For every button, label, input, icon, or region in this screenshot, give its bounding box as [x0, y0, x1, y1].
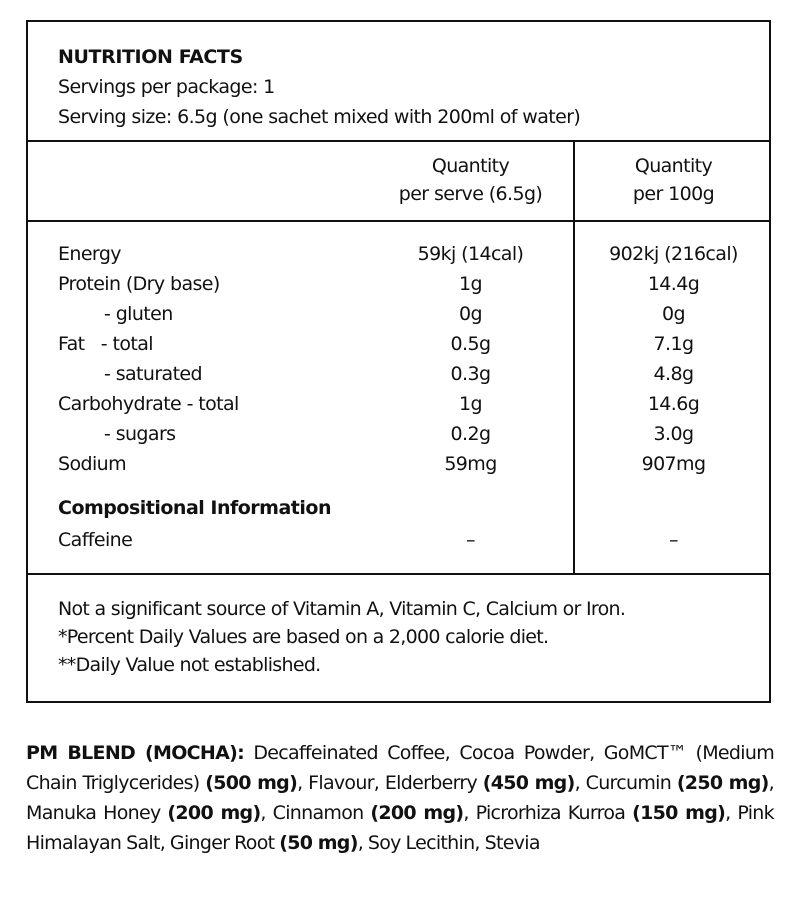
value-per-serve: 0.2g	[450, 423, 491, 445]
value-per-serve: 1g	[459, 273, 482, 295]
ingredients-part: , Curcumin	[574, 772, 677, 794]
nutrient-row-fat-saturated	[28, 359, 769, 389]
value-per-serve: 59mg	[444, 453, 497, 475]
value-per-100g: 3.0g	[653, 423, 694, 445]
nutrient-row-protein	[28, 269, 769, 299]
column-head-per-100g	[576, 152, 771, 208]
value-per-serve: 0.5g	[450, 333, 491, 355]
compositional-label: Caffeine	[58, 529, 133, 551]
value-per-100g: 902kj (216cal)	[609, 243, 738, 265]
ingredients-part: Decaffeinated Coffee, Cocoa Powder, GoMCT™ (Medium Chain Triglycerides)	[26, 742, 774, 794]
nutrient-row-fat-total	[28, 329, 769, 359]
nutrient-row-sugars	[28, 419, 769, 449]
nutrient-label: - saturated	[104, 363, 202, 385]
ingredient-dose: (450 mg)	[482, 772, 575, 794]
compositional-row	[28, 525, 769, 555]
nutrient-row-carbohydrate-total	[28, 389, 769, 419]
footnotes	[58, 595, 625, 679]
divider-notes	[28, 573, 769, 575]
serving-size: Serving size: 6.5g (one sachet mixed with 200ml of water)	[58, 106, 581, 128]
column-head-per-serve	[368, 152, 573, 208]
value-per-serve: 59kj (14cal)	[417, 243, 524, 265]
panel-header	[58, 42, 580, 132]
compositional-info-title: Compositional Information	[58, 497, 331, 519]
column-head-per-serve-line2: per serve (6.5g)	[398, 183, 543, 205]
ingredient-dose: (150 mg)	[632, 802, 726, 824]
value-per-100g: 7.1g	[653, 333, 694, 355]
ingredient-dose: (250 mg)	[676, 772, 769, 794]
nutrient-label: Energy	[58, 243, 121, 265]
ingredient-dose: (200 mg)	[370, 802, 464, 824]
nutrient-label: - gluten	[104, 303, 173, 325]
ingredients-part: , Pink Himalayan Salt, Ginger Root	[26, 802, 774, 854]
column-head-per-100g-line1: Quantity	[634, 155, 713, 177]
nutrition-title: NUTRITION FACTS	[58, 46, 243, 68]
value-per-100g: –	[669, 529, 678, 551]
nutrient-label: - sugars	[104, 423, 176, 445]
value-per-100g: 0g	[662, 303, 685, 325]
ingredients-part: , Cinnamon	[260, 802, 371, 824]
value-per-100g: 907mg	[641, 453, 706, 475]
ingredients-heading: PM BLEND (MOCHA):	[26, 742, 244, 764]
value-per-serve: 0g	[459, 303, 482, 325]
column-head-per-serve-line1: Quantity	[431, 155, 510, 177]
value-per-serve: –	[466, 529, 475, 551]
value-per-100g: 14.4g	[647, 273, 700, 295]
value-per-serve: 0.3g	[450, 363, 491, 385]
ingredients-part: , Picrorhiza Kurroa	[463, 802, 633, 824]
nutrient-row-energy	[28, 239, 769, 269]
nutrient-row-gluten	[28, 299, 769, 329]
footnote-not-established: **Daily Value not established.	[58, 654, 321, 676]
value-per-100g: 4.8g	[653, 363, 694, 385]
nutrition-facts-panel	[26, 20, 771, 703]
nutrient-rows	[28, 239, 769, 479]
value-per-serve: 1g	[459, 393, 482, 415]
ingredients-part: , Flavour, Elderberry	[297, 772, 483, 794]
value-per-100g: 14.6g	[647, 393, 700, 415]
ingredients-part: , Manuka Honey	[26, 772, 774, 824]
ingredients-paragraph	[26, 738, 774, 858]
column-head-per-100g-line2: per 100g	[632, 183, 715, 205]
ingredient-dose: (200 mg)	[167, 802, 261, 824]
ingredient-dose: (500 mg)	[205, 772, 298, 794]
divider-column-heads	[28, 220, 769, 222]
nutrient-label: Sodium	[58, 453, 126, 475]
nutrient-label: Carbohydrate - total	[58, 393, 239, 415]
ingredients-part: , Soy Lecithin, Stevia	[357, 832, 540, 854]
ingredient-dose: (50 mg)	[279, 832, 358, 854]
nutrient-label: Protein (Dry base)	[58, 273, 220, 295]
compositional-row-caffeine	[28, 525, 769, 555]
servings-per-package: Servings per package: 1	[58, 76, 275, 98]
footnote-daily-values: *Percent Daily Values are based on a 2,000 calorie diet.	[58, 626, 549, 648]
divider-header	[28, 140, 769, 142]
nutrient-row-sodium	[28, 449, 769, 479]
footnote-vitamins: Not a significant source of Vitamin A, Vitamin C, Calcium or Iron.	[58, 598, 626, 620]
nutrient-label: Fat - total	[58, 333, 153, 355]
